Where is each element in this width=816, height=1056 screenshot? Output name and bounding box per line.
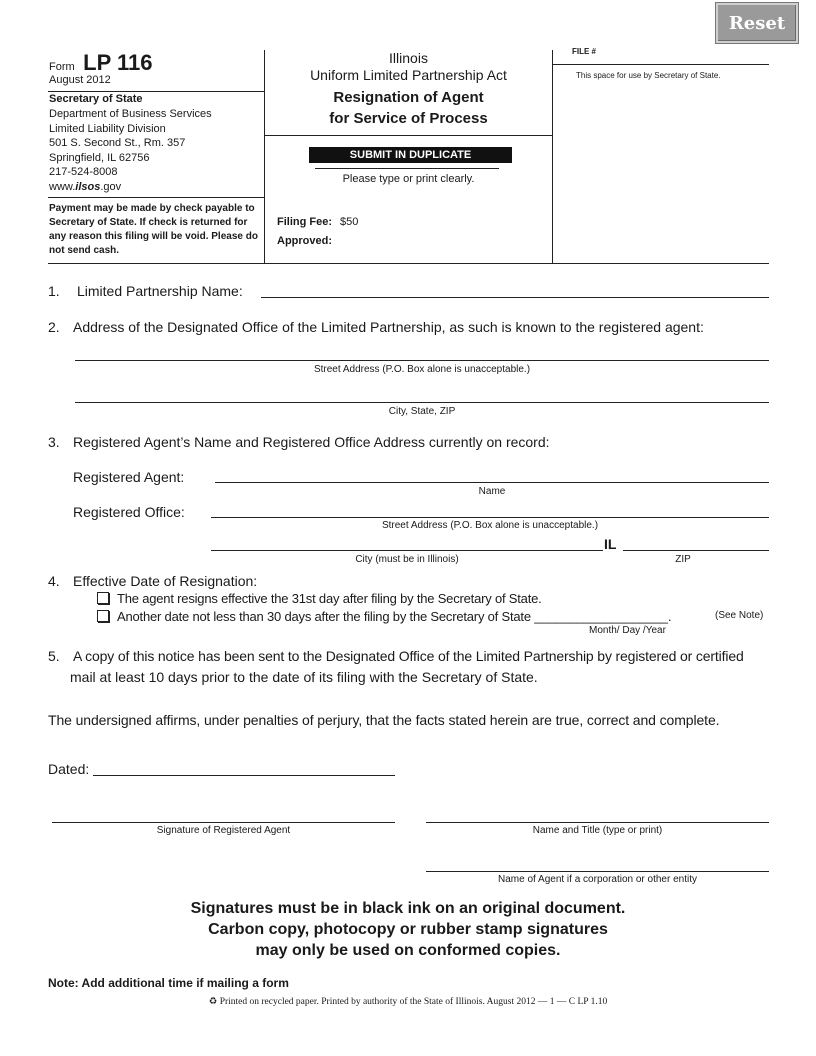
- sos-space-note: This space for use by Secretary of State.: [576, 71, 721, 80]
- agent-corp-field[interactable]: [426, 871, 769, 872]
- mailing-note: Note: Add additional time if mailing a form: [48, 976, 289, 990]
- q5-line-1: A copy of this notice has been sent to the Designated Office of the Limited Partnership by registered or certified: [73, 648, 744, 664]
- type-print-note: Please type or print clearly.: [342, 173, 475, 185]
- registered-office-label: Registered Office:: [73, 504, 185, 520]
- see-note: (See Note): [715, 610, 764, 621]
- website-suffix: .gov: [100, 180, 122, 193]
- q5-number: 5.: [48, 648, 60, 664]
- website-prefix: www.: [49, 180, 76, 193]
- office-street-caption: Street Address (P.O. Box alone is unacceptable.): [381, 520, 599, 531]
- office-line: 501 S. Second St., Rm. 357: [49, 137, 186, 149]
- form-id: [49, 50, 152, 76]
- name-title-field[interactable]: [426, 822, 769, 823]
- ink-notice-1: Signatures must be in black ink on an original document.: [190, 900, 626, 917]
- q1-number: 1.: [48, 283, 60, 299]
- state-il: IL: [604, 536, 617, 552]
- agent-name-caption: Name: [478, 486, 506, 497]
- form-title-2: for Service of Process: [329, 110, 488, 127]
- dated-field[interactable]: [93, 775, 395, 776]
- file-rule: [552, 64, 769, 65]
- approved-label: Approved:: [277, 235, 332, 247]
- designated-city-field[interactable]: [75, 402, 769, 403]
- q5-line-2: mail at least 10 days prior to the date of its filing with the Secretary of State.: [70, 669, 538, 685]
- left-rule-2: [48, 197, 264, 198]
- name-title-caption: Name and Title (type or print): [532, 825, 663, 836]
- q2-number: 2.: [48, 319, 60, 335]
- checkbox-31st-day[interactable]: [97, 592, 109, 604]
- office-city-caption: City (must be in Illinois): [355, 554, 459, 565]
- q2-label: Address of the Designated Office of the Limited Partnership, as such is known to the registered agent:: [73, 319, 704, 335]
- footer: [0, 996, 816, 1007]
- filing-fee-label: Filing Fee:: [277, 216, 332, 228]
- checkbox-other-date[interactable]: [97, 610, 109, 622]
- option-other-date-text: Another date not less than 30 days after the filing by the Secretary of State ___________________.: [117, 609, 672, 624]
- filing-fee-value: $50: [340, 216, 359, 228]
- left-rule-1: [48, 91, 264, 92]
- office-line: Department of Business Services: [49, 108, 212, 120]
- reset-button[interactable]: Reset: [716, 3, 798, 43]
- designated-street-caption: Street Address (P.O. Box alone is unacceptable.): [313, 364, 531, 375]
- office-address: [49, 107, 212, 194]
- affirmation: The undersigned affirms, under penalties of perjury, that the facts stated herein are true, correct and complete.: [48, 712, 720, 728]
- registered-agent-label: Registered Agent:: [73, 469, 185, 485]
- middle-rule: [264, 135, 552, 136]
- state-name: Illinois: [389, 50, 428, 66]
- form-date: August 2012: [49, 74, 111, 86]
- website-brand: ilsos: [75, 180, 101, 193]
- ink-notice-2: Carbon copy, photocopy or rubber stamp signatures: [208, 921, 608, 938]
- registered-office-city-field[interactable]: [211, 550, 603, 551]
- option-31st-day-text: The agent resigns effective the 31st day after filing by the Secretary of State.: [117, 591, 542, 606]
- q1-label: Limited Partnership Name:: [77, 283, 243, 299]
- q3-label: Registered Agent’s Name and Registered Office Address currently on record:: [73, 434, 550, 450]
- file-number-label: FILE #: [572, 47, 597, 56]
- agent-corp-caption: Name of Agent if a corporation or other entity: [498, 874, 697, 885]
- website: [49, 180, 212, 195]
- option-31st-day[interactable]: [97, 591, 542, 606]
- q4-label: Effective Date of Resignation:: [73, 573, 258, 589]
- designated-street-field[interactable]: [75, 360, 769, 361]
- registered-office-street-field[interactable]: [211, 517, 769, 518]
- submit-banner: SUBMIT IN DUPLICATE: [309, 147, 512, 163]
- office-line: Springfield, IL 62756: [49, 151, 150, 164]
- footer-text: Printed on recycled paper. Printed by authority of the State of Illinois. August 2012 — 1 — C LP 1.10: [219, 997, 608, 1007]
- registered-office-zip-field[interactable]: [623, 550, 769, 551]
- filing-fee: [277, 216, 358, 228]
- designated-city-caption: City, State, ZIP: [388, 406, 456, 417]
- recycle-icon: ♻: [208, 997, 218, 1007]
- registered-agent-field[interactable]: [215, 482, 769, 483]
- header-divider-2: [552, 50, 553, 264]
- ink-notice-3: may only be used on conformed copies.: [255, 942, 561, 959]
- office-title: Secretary of State: [49, 93, 143, 105]
- office-zip-caption: ZIP: [675, 554, 691, 565]
- option-other-date[interactable]: [97, 609, 671, 624]
- signature-field[interactable]: [52, 822, 395, 823]
- form-word: Form: [49, 61, 75, 73]
- payment-note: Payment may be made by check payable to Secretary of State. If check is returned for any reason this filing will be void. Please do not send cash.: [49, 203, 258, 256]
- office-line: Limited Liability Division: [49, 122, 166, 135]
- banner-underline: [315, 168, 499, 169]
- lp-name-field[interactable]: [261, 297, 769, 298]
- act-name: Uniform Limited Partnership Act: [310, 67, 507, 83]
- q4-number: 4.: [48, 573, 60, 589]
- form-number: LP 116: [83, 50, 153, 75]
- header-bottom-rule: [48, 263, 769, 264]
- form-title-1: Resignation of Agent: [333, 89, 484, 106]
- office-line: 217-524-8008: [49, 166, 118, 178]
- date-caption: Month/ Day /Year: [589, 625, 666, 636]
- dated-label: Dated:: [48, 761, 90, 777]
- q3-number: 3.: [48, 434, 60, 450]
- signature-caption: Signature of Registered Agent: [156, 825, 291, 836]
